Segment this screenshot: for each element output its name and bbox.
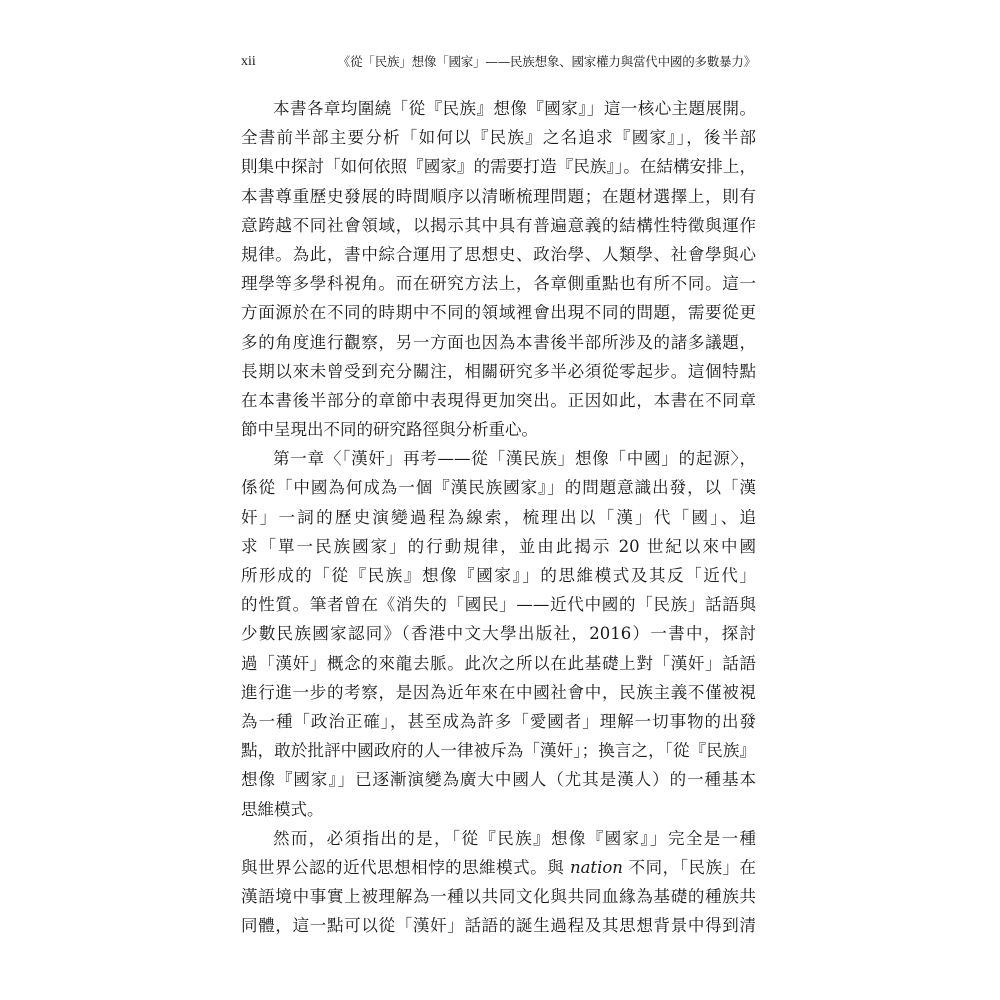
text-line: 為一種「政治正確」，甚至成為許多「愛國者」理解一切事物的出發 — [241, 711, 756, 731]
text-line: 全書前半部主要分析「如何以『民族』之名追求『國家』」，後半部 — [241, 128, 756, 148]
text-line: 所形成的「從『民族』想像『國家』」的思維模式及其反「近代」 — [241, 566, 756, 585]
text-line: 則集中探討「如何依照『國家』的需要打造『民族』」。在結構安排上， — [241, 157, 756, 177]
text-line: 點，敢於批評中國政府的人一律被斥為「漢奸」；換言之，「從『民族』 — [241, 741, 756, 761]
paragraph — [241, 94, 756, 444]
page-number: xii — [241, 54, 256, 69]
text-line: 過「漢奸」概念的來龍去脈。此次之所以在此基礎上對「漢奸」話語 — [241, 653, 756, 673]
text-line: 本書各章均圍繞「從『民族』想像『國家』」這一核心主題展開。 — [273, 99, 756, 118]
text-line: 進行進一步的考察，是因為近年來在中國社會中，民族主義不僅被視 — [241, 682, 756, 702]
body-text — [241, 94, 756, 940]
text-line: 在本書後半部分的章節中表現得更加突出。正因如此，本書在不同章 — [241, 390, 756, 410]
text-line: 理學等多學科視角。而在研究方法上，各章側重點也有所不同。這一 — [241, 274, 756, 294]
running-title: 《從「民族」想像「國家」——民族想象、國家權力與當代中國的多數暴力》 — [337, 54, 756, 69]
paragraph — [241, 824, 756, 941]
text-line: 同體，這一點可以從「漢奸」話語的誕生過程及其思想背景中得到清 — [241, 916, 756, 936]
text-line: 然而，必須指出的是，「從『民族』想像『國家』」完全是一種 — [273, 828, 756, 848]
text-line: 長期以來未曾受到充分關注，相關研究多半必須從零起步。這個特點 — [241, 361, 756, 381]
paragraphs — [241, 94, 756, 940]
text-line: 多的角度進行觀察，另一方面也因為本書後半部所涉及的諸多議題， — [241, 332, 756, 352]
text-line: 意跨越不同社會領域，以揭示其中具有普遍意義的結構性特徵與運作 — [241, 215, 756, 235]
text-line: 規律。為此，書中綜合運用了思想史、政治學、人類學、社會學與心 — [241, 244, 756, 264]
text-line: 少數民族國家認同》（香港中文大學出版社，2016）一書中，探討 — [241, 624, 756, 644]
text-line: 的性質。筆者曾在《消失的「國民」——近代中國的「民族」話語與 — [241, 595, 756, 615]
text-line: 漢語境中事實上被理解為一種以共同文化與共同血緣為基礎的種族共 — [241, 887, 756, 907]
text-line: 思維模式。 — [241, 799, 324, 819]
text-line: 求「單一民族國家」的行動規律，並由此揭示 20 世紀以來中國 — [241, 536, 756, 556]
text-line: 與世界公認的近代思想相悖的思維模式。與 nation 不同，「民族」在 — [241, 857, 756, 877]
text-line: 方面源於在不同的時期中不同的領域裡會出現不同的問題，需要從更 — [241, 303, 756, 323]
text-line: 係從「中國為何成為一個『漢民族國家』」的問題意識出發，以「漢 — [241, 478, 756, 498]
text-line: 節中呈現出不同的研究路徑與分析重心。 — [241, 420, 538, 440]
text-line: 本書尊重歷史發展的時間順序以清晰梳理問題；在題材選擇上，則有 — [241, 186, 756, 206]
text-line: 第一章〈「漢奸」再考——從「漢民族」想像「中國」的起源〉， — [273, 449, 756, 469]
paragraph — [241, 444, 756, 823]
text-line: 想像『國家』」已逐漸演變為廣大中國人（尤其是漢人）的一種基本 — [241, 770, 756, 790]
italic-term: nation — [569, 857, 623, 877]
running-header — [241, 50, 756, 74]
text-line: 奸」一詞的歷史演變過程為線索，梳理出以「漢」代「國」、追 — [241, 507, 756, 527]
